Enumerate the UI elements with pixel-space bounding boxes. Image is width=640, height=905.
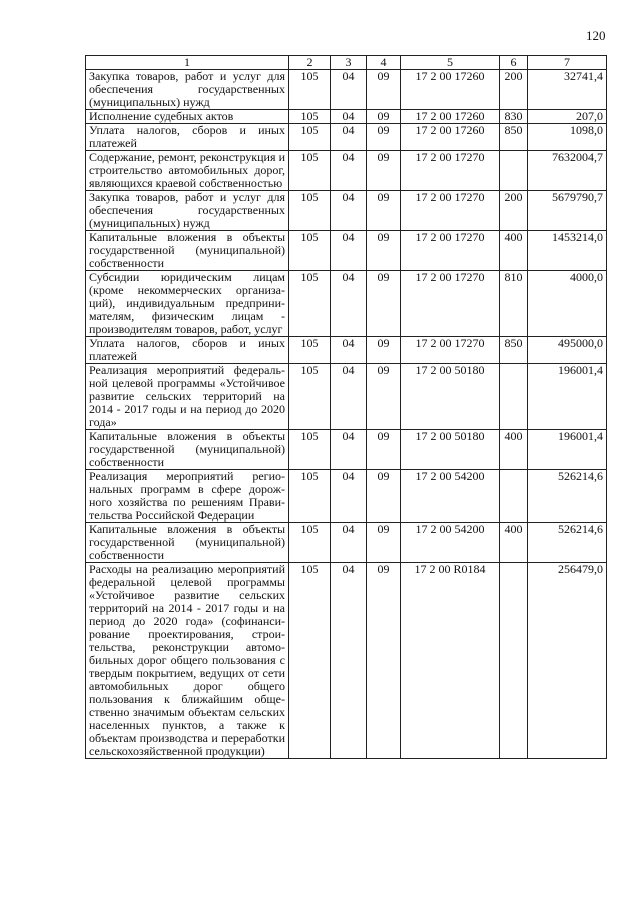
ministry-code-cell: 105 bbox=[289, 271, 331, 337]
table-row bbox=[86, 191, 607, 231]
ministry-code-cell: 105 bbox=[289, 191, 331, 231]
expense-name-cell: Капитальные вложения в объекты государственной (муниципальной) собственности bbox=[86, 430, 289, 470]
expense-name-cell: Реализация мероприятий федеральной целевой программы «Устойчивое развитие сельских территорий на 2014 - 2017 годы и на период до 2020 года» bbox=[86, 364, 289, 430]
subsection-code-cell: 09 bbox=[367, 231, 401, 271]
amount-cell: 196001,4 bbox=[528, 364, 607, 430]
subsection-code-cell: 09 bbox=[367, 151, 401, 191]
amount-cell: 526214,6 bbox=[528, 523, 607, 563]
subsection-code-cell: 09 bbox=[367, 110, 401, 124]
expense-type-cell bbox=[500, 563, 528, 759]
table-row bbox=[86, 231, 607, 271]
subsection-code-cell: 09 bbox=[367, 563, 401, 759]
amount-cell: 1098,0 bbox=[528, 124, 607, 151]
target-article-cell: 17 2 00 R0184 bbox=[401, 563, 500, 759]
expense-name-cell: Закупка товаров, работ и услуг для обеспечения государственных (муниципальных) нужд bbox=[86, 70, 289, 110]
ministry-code-cell: 105 bbox=[289, 563, 331, 759]
subsection-code-cell: 09 bbox=[367, 337, 401, 364]
column-header: 6 bbox=[500, 56, 528, 70]
subsection-code-cell: 09 bbox=[367, 523, 401, 563]
section-code-cell: 04 bbox=[331, 231, 367, 271]
expense-name-cell: Содержание, ремонт, реконструкция и строительство автомобильных дорог, являющихся краевой собственностью bbox=[86, 151, 289, 191]
header-row bbox=[86, 56, 607, 70]
expense-type-cell bbox=[500, 364, 528, 430]
section-code-cell: 04 bbox=[331, 430, 367, 470]
ministry-code-cell: 105 bbox=[289, 364, 331, 430]
amount-cell: 196001,4 bbox=[528, 430, 607, 470]
subsection-code-cell: 09 bbox=[367, 191, 401, 231]
column-header: 7 bbox=[528, 56, 607, 70]
expense-type-cell bbox=[500, 470, 528, 523]
section-code-cell: 04 bbox=[331, 151, 367, 191]
subsection-code-cell: 09 bbox=[367, 70, 401, 110]
table-row bbox=[86, 271, 607, 337]
target-article-cell: 17 2 00 17270 bbox=[401, 271, 500, 337]
expense-name-cell: Уплата налогов, сборов и иных платежей bbox=[86, 124, 289, 151]
table-row bbox=[86, 110, 607, 124]
target-article-cell: 17 2 00 50180 bbox=[401, 430, 500, 470]
ministry-code-cell: 105 bbox=[289, 110, 331, 124]
expense-type-cell: 200 bbox=[500, 70, 528, 110]
ministry-code-cell: 105 bbox=[289, 470, 331, 523]
amount-cell: 7632004,7 bbox=[528, 151, 607, 191]
amount-cell: 1453214,0 bbox=[528, 231, 607, 271]
expense-type-cell: 400 bbox=[500, 231, 528, 271]
target-article-cell: 17 2 00 17270 bbox=[401, 231, 500, 271]
subsection-code-cell: 09 bbox=[367, 271, 401, 337]
target-article-cell: 17 2 00 17270 bbox=[401, 151, 500, 191]
table-row bbox=[86, 364, 607, 430]
section-code-cell: 04 bbox=[331, 364, 367, 430]
section-code-cell: 04 bbox=[331, 337, 367, 364]
ministry-code-cell: 105 bbox=[289, 124, 331, 151]
section-code-cell: 04 bbox=[331, 191, 367, 231]
table-row bbox=[86, 151, 607, 191]
amount-cell: 207,0 bbox=[528, 110, 607, 124]
expense-type-cell: 400 bbox=[500, 523, 528, 563]
expense-type-cell: 830 bbox=[500, 110, 528, 124]
target-article-cell: 17 2 00 50180 bbox=[401, 364, 500, 430]
target-article-cell: 17 2 00 17260 bbox=[401, 124, 500, 151]
subsection-code-cell: 09 bbox=[367, 364, 401, 430]
column-header: 2 bbox=[289, 56, 331, 70]
expense-name-cell: Капитальные вложения в объекты государственной (муниципальной) собственности bbox=[86, 523, 289, 563]
expense-name-cell: Расходы на реализацию мероприятий федеральной целевой программы «Устойчивое развитие сельских территорий на 2014 - 2017 годы и на период до 2020 года» (софинансирование проектирования, строительства, реконструкции автомобильных дорог общего пользования с твердым покрытием, ведущих от сети автомобильных дорог общего пользования к ближайшим общественно значимым объектам сельских населенных пунктов, а также к объектам производства и переработки сельскохозяйственной продукции) bbox=[86, 563, 289, 759]
expense-name-cell: Закупка товаров, работ и услуг для обеспечения государственных (муниципальных) нужд bbox=[86, 191, 289, 231]
subsection-code-cell: 09 bbox=[367, 430, 401, 470]
table-row bbox=[86, 337, 607, 364]
column-header: 3 bbox=[331, 56, 367, 70]
amount-cell: 526214,6 bbox=[528, 470, 607, 523]
table-row bbox=[86, 430, 607, 470]
target-article-cell: 17 2 00 17270 bbox=[401, 191, 500, 231]
amount-cell: 5679790,7 bbox=[528, 191, 607, 231]
column-header: 1 bbox=[86, 56, 289, 70]
expense-type-cell: 810 bbox=[500, 271, 528, 337]
column-header: 5 bbox=[401, 56, 500, 70]
section-code-cell: 04 bbox=[331, 110, 367, 124]
expense-type-cell: 200 bbox=[500, 191, 528, 231]
expense-name-cell: Субсидии юридическим лицам (кроме некоммерческих организаций), индивидуальным предпринимателям, физическим лицам - производителям товаров, работ, услуг bbox=[86, 271, 289, 337]
budget-table bbox=[85, 55, 607, 759]
section-code-cell: 04 bbox=[331, 124, 367, 151]
section-code-cell: 04 bbox=[331, 70, 367, 110]
section-code-cell: 04 bbox=[331, 271, 367, 337]
expense-type-cell bbox=[500, 151, 528, 191]
expense-type-cell: 400 bbox=[500, 430, 528, 470]
table-row bbox=[86, 124, 607, 151]
ministry-code-cell: 105 bbox=[289, 523, 331, 563]
column-header: 4 bbox=[367, 56, 401, 70]
section-code-cell: 04 bbox=[331, 470, 367, 523]
subsection-code-cell: 09 bbox=[367, 124, 401, 151]
table-row bbox=[86, 70, 607, 110]
ministry-code-cell: 105 bbox=[289, 430, 331, 470]
expense-name-cell: Реализация мероприятий региональных программ в сфере дорожного хозяйства по решениям Правительства Российской Федерации bbox=[86, 470, 289, 523]
amount-cell: 32741,4 bbox=[528, 70, 607, 110]
table-row bbox=[86, 523, 607, 563]
target-article-cell: 17 2 00 17260 bbox=[401, 70, 500, 110]
ministry-code-cell: 105 bbox=[289, 151, 331, 191]
section-code-cell: 04 bbox=[331, 523, 367, 563]
amount-cell: 256479,0 bbox=[528, 563, 607, 759]
target-article-cell: 17 2 00 54200 bbox=[401, 470, 500, 523]
target-article-cell: 17 2 00 17270 bbox=[401, 337, 500, 364]
expense-type-cell: 850 bbox=[500, 124, 528, 151]
expense-type-cell: 850 bbox=[500, 337, 528, 364]
amount-cell: 4000,0 bbox=[528, 271, 607, 337]
target-article-cell: 17 2 00 54200 bbox=[401, 523, 500, 563]
ministry-code-cell: 105 bbox=[289, 70, 331, 110]
ministry-code-cell: 105 bbox=[289, 337, 331, 364]
amount-cell: 495000,0 bbox=[528, 337, 607, 364]
expense-name-cell: Уплата налогов, сборов и иных платежей bbox=[86, 337, 289, 364]
target-article-cell: 17 2 00 17260 bbox=[401, 110, 500, 124]
table-row bbox=[86, 563, 607, 759]
expense-name-cell: Капитальные вложения в объекты государственной (муниципальной) собственности bbox=[86, 231, 289, 271]
table-row bbox=[86, 470, 607, 523]
section-code-cell: 04 bbox=[331, 563, 367, 759]
expense-name-cell: Исполнение судебных актов bbox=[86, 110, 289, 124]
subsection-code-cell: 09 bbox=[367, 470, 401, 523]
page-number: 120 bbox=[586, 28, 606, 43]
ministry-code-cell: 105 bbox=[289, 231, 331, 271]
